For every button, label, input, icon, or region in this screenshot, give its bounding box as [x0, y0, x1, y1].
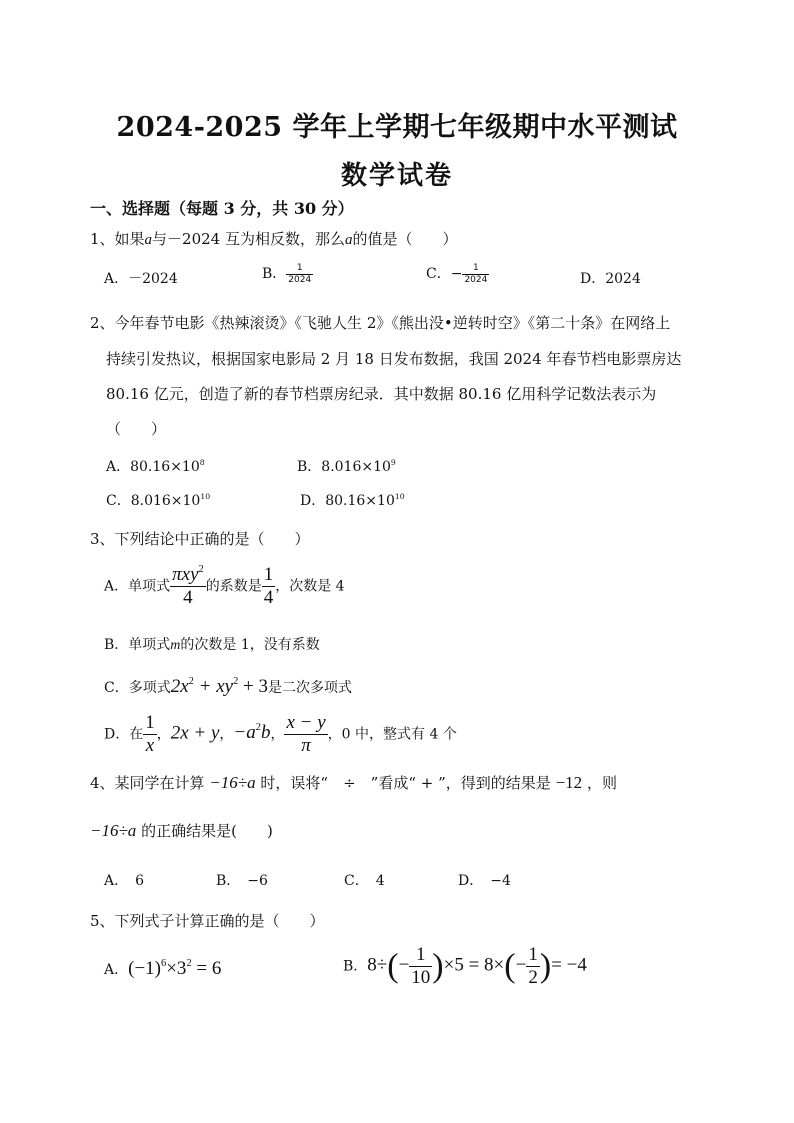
question-2-line-1: 2、今年春节电影《热辣滚烫》《飞驰人生 2》《熊出没•逆转时空》《第二十条》在网络上 — [90, 314, 671, 332]
question-4-option-d: D． −4 — [458, 873, 511, 889]
question-2-option-c: C．$8.016\times 10^{10}$ — [106, 492, 211, 509]
question-5-option-a: A．$(-1)^6\times 3^2 = 6$ — [104, 958, 222, 979]
question-3-option-c: C．多项式$2x^2 + xy^2 + 3$是二次多项式 — [104, 676, 352, 697]
question-2-option-d: D．$80.16\times 10^{10}$ — [300, 492, 405, 509]
question-4-option-a: A． 6 — [104, 873, 145, 889]
question-4-line-2: −16÷a 的正确结果是( ) — [90, 821, 273, 840]
question-1-option-d: D．2024 — [580, 271, 641, 287]
exam-subtitle: 数学试卷 — [340, 161, 453, 191]
question-1-option-c: C．− $\frac{1}{2024}$ — [426, 263, 488, 285]
question-4-option-b: B． −6 — [216, 873, 268, 889]
question-2-line-3: 80.16 亿元，创造了新的春节档票房纪录．其中数据 80.16 亿用科学记数法表示为 — [106, 385, 657, 403]
question-3-option-d: D．在 $\frac{1}{x}$ ，2x + y，$-a^2b$， $\frac{x - y}{\pi}$ ，0 中，整式有 4 个 — [104, 712, 457, 756]
section-heading: 一、选择题（每题 3 分，共 30 分） — [90, 199, 354, 218]
question-2-option-b: B．$8.016\times 10^9$ — [297, 458, 396, 475]
question-1-option-b: B． $\frac{1}{2024}$ — [262, 263, 312, 285]
variable-a: a — [144, 232, 153, 248]
question-3-option-b: B．单项式m的次数是 1，没有系数 — [104, 637, 320, 653]
exam-title: 2024-2025 学年上学期七年级期中水平测试 — [116, 112, 678, 143]
question-4-line-1: 4、某同学在计算 −16÷a 时，误将“ ÷ ”看成“ + ”，得到的结果是 −12 ，则 — [90, 773, 617, 792]
question-1-stem: 1、如果a与－2024 互为相反数，那么a的值是（ ） — [90, 230, 458, 248]
question-2-line-4: （ ） — [106, 420, 167, 438]
question-2-option-a: A．$80.16\times 10^8$ — [106, 458, 205, 475]
question-2-line-2: 持续引发热议，根据国家电影局 2 月 18 日发布数据，我国 2024 年春节档电影票房达 — [106, 350, 682, 368]
question-3-option-a: A．单项式 $\frac{\pi xy^2}{4}$ 的系数是 $\frac{1}{4}$ ，次数是 4 — [104, 564, 345, 608]
question-5-option-b: B．8÷(− $\frac{1}{10}$ )×5 = 8×(− $\frac{1}{2}$ )= −4 — [343, 944, 587, 988]
question-1-option-a: A．－2024 — [104, 271, 178, 287]
question-5-stem: 5、下列式子计算正确的是（ ） — [90, 912, 325, 930]
question-3-stem: 3、下列结论中正确的是（ ） — [90, 530, 310, 548]
question-4-option-c: C． 4 — [344, 873, 385, 889]
